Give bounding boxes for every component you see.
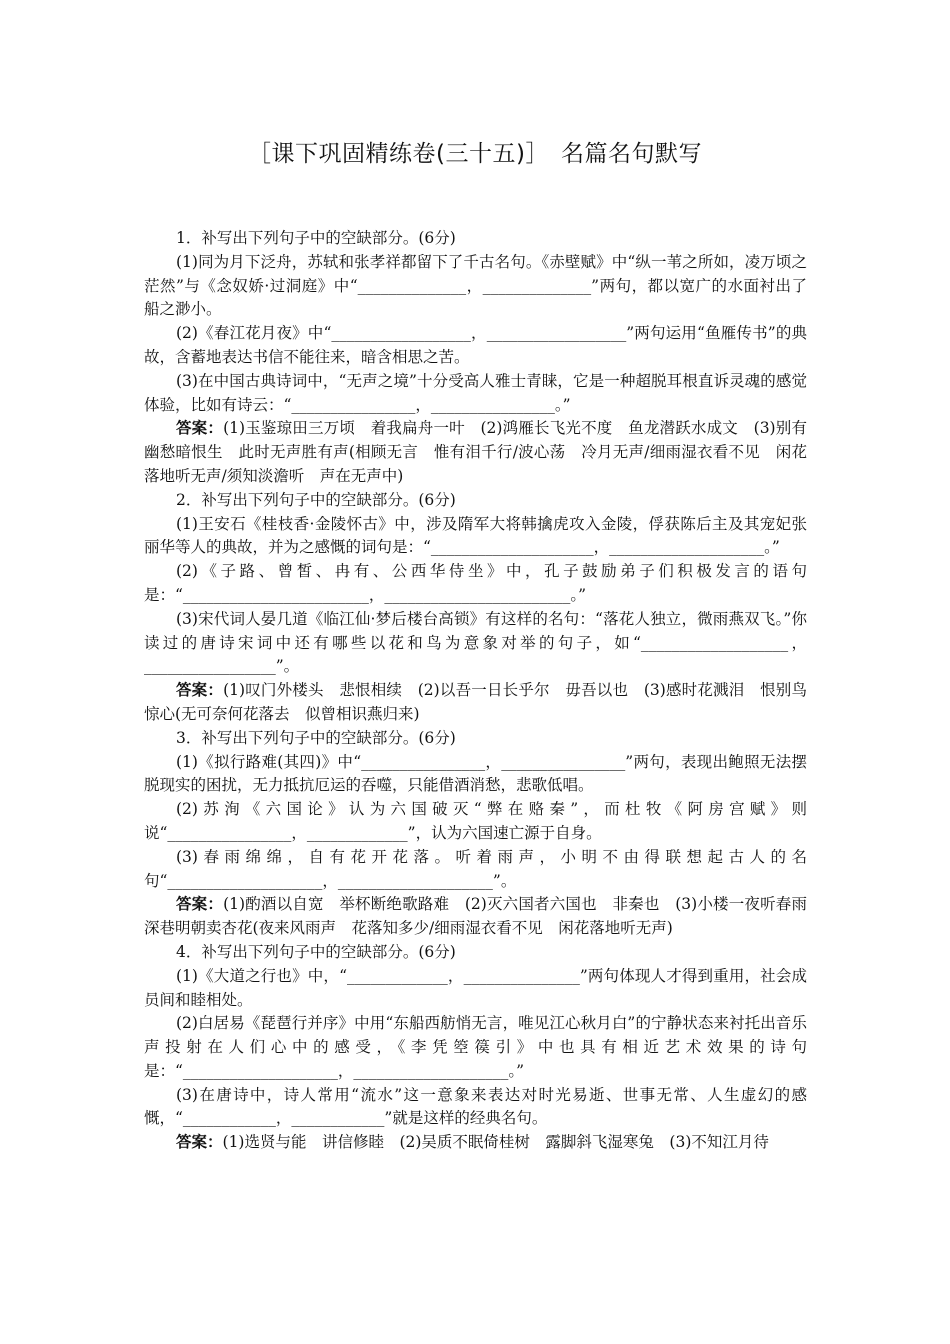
question-paragraph [144,846,807,894]
question-paragraph [144,560,807,608]
question-paragraph [144,965,807,1013]
question-paragraph [144,227,807,251]
paragraph-text: (3)在唐诗中，诗人常用“流水”这一意象来表达对时光易逝、世事无常、人生虚幻的感慨，“____________，____________”就是这样的经典名句。 [144,1085,807,1128]
answer-label: 答案： [176,1133,223,1152]
paragraph-text: 1．补写出下列句子中的空缺部分。(6分) [176,229,456,247]
paragraph-text: (1)酌酒以自宽 举杯断绝歌路难 (2)灭六国者六国也 非秦也 (3)小楼一夜听春雨 深巷明朝卖杏花(夜来风雨声 花落知多少/细雨湿衣看不见 闲花落地听无声) [144,895,823,938]
answer-paragraph [144,1131,807,1155]
answer-paragraph [144,893,823,941]
answer-label: 答案： [176,681,224,700]
question-paragraph [144,251,807,322]
paragraph-text: 2．补写出下列句子中的空缺部分。(6分) [176,490,456,509]
question-paragraph [144,1012,807,1083]
paragraph-text: (3)宋代词人晏几道《临江仙·梦后楼台高锁》有这样的名句：“落花人独立，微雨燕双飞。”你读过的唐诗宋词中还有哪些以花和鸟为意象对举的句子，如“___________________，_________________”。 [144,609,807,676]
question-paragraph [144,513,807,561]
paragraph-text: (1)王安石《桂枝香·金陵怀古》中，涉及隋军大将韩擒虎攻入金陵，俘获陈后主及其宠妃张丽华等人的典故，并为之感慨的词句是：“_____________________，____________________。” [144,514,807,557]
paragraph-text: (3)在中国古典诗词中，“无声之境”十分受高人雅士青睐，它是一种超脱耳根直诉灵魂的感觉体验，比如有诗云：“________________，________________。” [144,371,807,414]
paragraph-text: (1)同为月下泛舟，苏轼和张孝祥都留下了千古名句。《赤壁赋》中“纵一苇之所如，凌万顷之茫然”与《念奴娇·过洞庭》中“______________，______________”两句，都以宽广的水面衬出了船之渺小。 [144,252,807,319]
question-paragraph [144,322,807,370]
paragraph-text: (2)白居易《琵琶行并序》中用“东船西舫悄无言，唯见江心秋月白”的宁静状态来衬托出音乐声投射在人们心中的感受，《李凭箜篌引》中也具有相近艺术效果的诗句是：“____________________，____________________。” [144,1014,807,1080]
paragraph-text: (1)玉鉴琼田三万顷 着我扁舟一叶 (2)鸿雁长飞光不度 鱼龙潜跃水成文 (3)别有幽愁暗恨生 此时无声胜有声(相顾无言 惟有泪千行/波心荡 冷月无声/细雨湿衣看不见 闲花落地听无声/须知淡澹听 声在无声中) [144,419,807,485]
page-title: ［课下巩固精练卷(三十五)］ 名篇名句默写 [248,141,702,167]
question-paragraph [144,798,807,846]
question-paragraph [144,727,807,751]
question-paragraph [144,370,807,418]
question-paragraph [144,489,807,513]
paragraph-text: (2)《子路、曾皙、冉有、公西华侍坐》中，孔子鼓励弟子们积极发言的语句是：“________________________，________________________。” [144,562,807,604]
question-paragraph [144,941,807,965]
paragraph-text: 4．补写出下列句子中的空缺部分。(6分) [176,942,456,961]
question-paragraph [144,751,807,799]
paragraph-text: (1)选贤与能 讲信修睦 (2)吴质不眠倚桂树 露脚斜飞湿寒兔 (3)不知江月待 [222,1133,769,1152]
paragraph-text: (1)叹门外楼头 悲恨相续 (2)以吾一日长乎尔 毋吾以也 (3)感时花溅泪 恨别鸟惊心(无可奈何花落去 似曾相识燕归来) [144,681,807,723]
answer-paragraph [144,417,807,488]
paragraph-text: 3．补写出下列句子中的空缺部分。(6分) [176,728,456,747]
answer-paragraph [144,679,807,727]
paragraph-text: (3)春雨绵绵，自有花开花落。听着雨声，小明不由得联想起古人的名句“____________________，____________________”。 [144,847,807,890]
document-body [144,227,823,1155]
paragraph-text: (2)苏洵《六国论》认为六国破灭“弊在赂秦”，而杜牧《阿房宫赋》则说“________________，_____________”，认为六国速亡源于自身。 [144,800,807,842]
question-paragraph [144,1084,807,1132]
answer-label: 答案： [176,419,224,438]
paragraph-text: (2)《春江花月夜》中“__________________，__________________”两句运用“鱼雁传书”的典故，含蓄地表达书信不能往来，暗含相思之苦。 [144,324,807,366]
question-paragraph [144,608,807,679]
answer-label: 答案： [176,895,224,914]
paragraph-text: (1)《大道之行也》中，“_____________，_______________”两句体现人才得到重用，社会成员间和睦相处。 [144,966,807,1009]
paragraph-text: (1)《拟行路难(其四)》中“________________，________________”两句，表现出鲍照无法摆脱现实的困扰，无力抵抗厄运的吞噬，只能借酒消愁，悲歌低唱。 [144,752,807,795]
